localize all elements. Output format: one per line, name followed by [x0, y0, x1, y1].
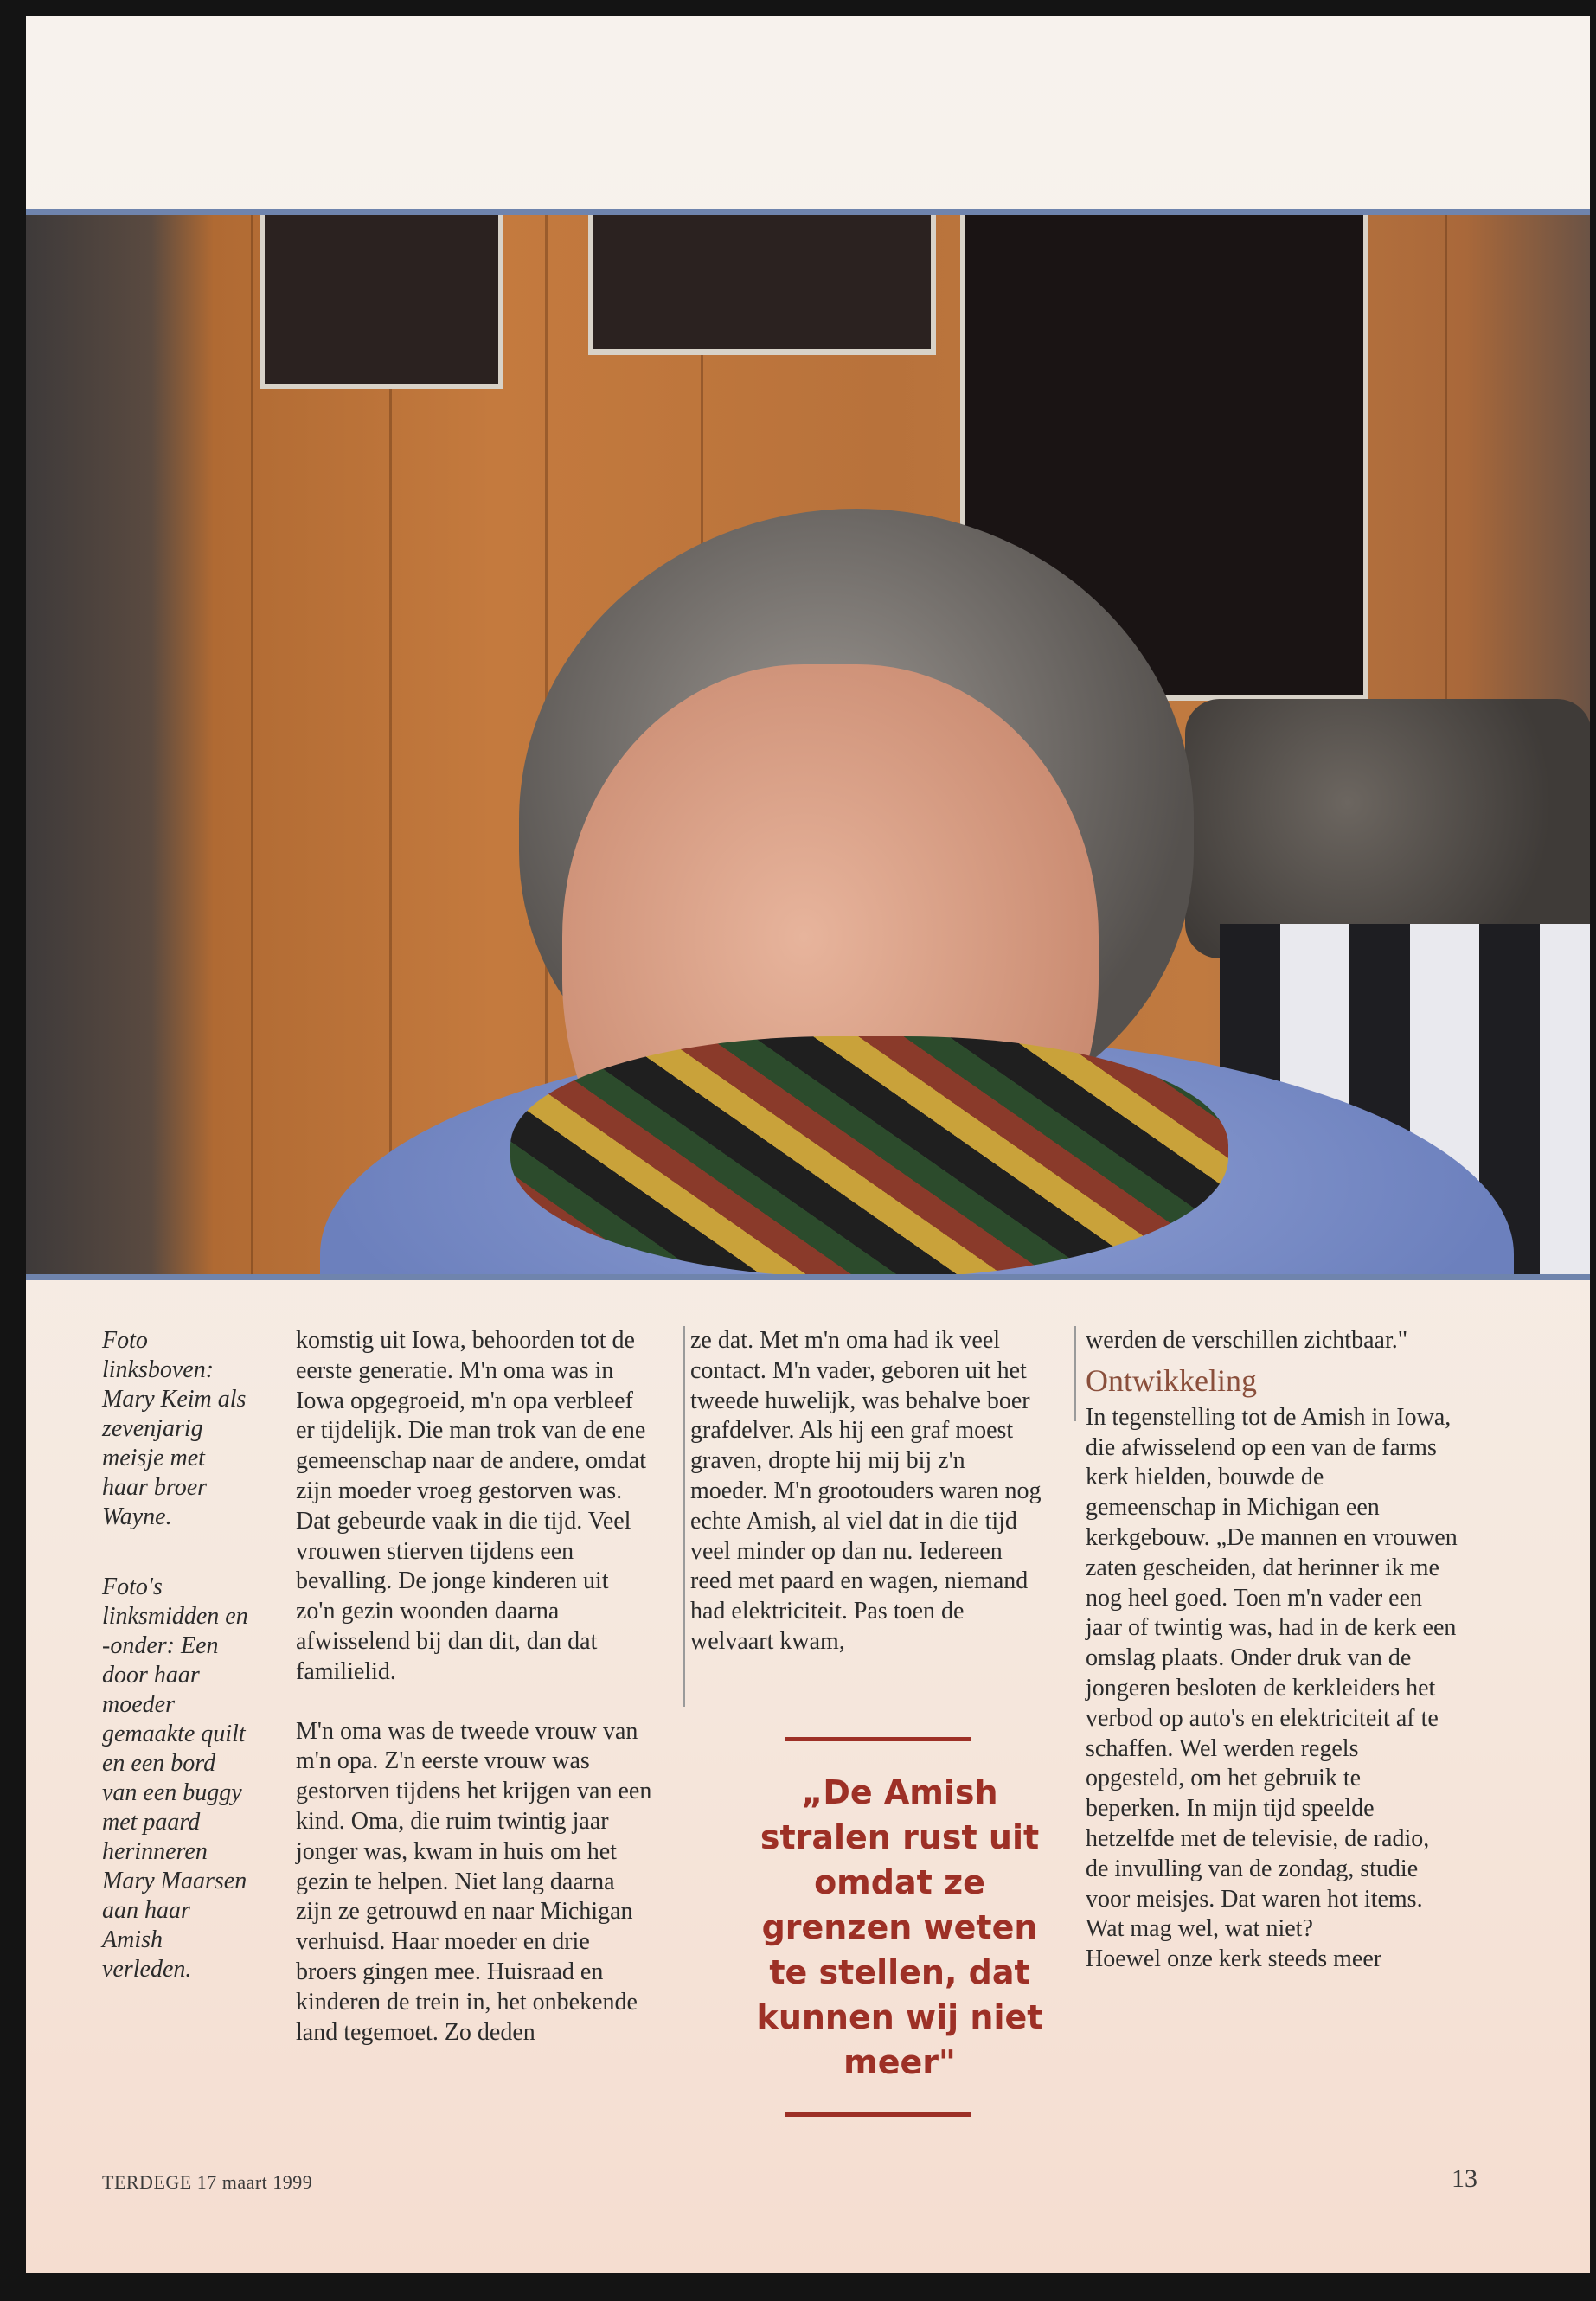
wall-photo-middle: [588, 215, 936, 355]
page-number: 13: [1452, 2164, 1477, 2193]
column-1-paragraph-1: komstig uit Iowa, behoorden tot de eerste generatie. M'n oma was in Iowa opgegroeid, m'n opa verbleef er tijdelijk. Die man trok van de ene gemeenschap naar de andere, omdat zijn moeder vroeg gestorven was. Dat gebeurde vaak in die tijd. Veel vrouwen stierven tijdens een bevalling. De jonge kinderen uit zo'n gezin woonden daarna afwisselend bij dan dit, dan dat familielid.: [296, 1327, 647, 1685]
section-subhead: Ontwikkeling: [1086, 1362, 1257, 1398]
column-1-paragraph-2: M'n oma was de tweede vrouw van m'n opa. Z'n eerste vrouw was gestorven tijdens het krijgen van een kind. Oma, die ruim twintig jaar jonger was, kwam in huis om het gezin te helpen. Niet lang daarna zijn ze getrouwd en naar Michigan verhuisd. Haar moeder en drie broers gingen mee. Huisraad en kinderen de trein in, het onbekende land tegemoet. Zo deden: [296, 1717, 652, 2046]
column-2-paragraph-1: ze dat. Met m'n oma had ik veel contact. M'n vader, geboren uit het tweede huwelijk, was behalve boer grafdelver. Als hij een graf moest graven, dropte hij mij bij z'n moeder. M'n grootouders waren nog echte Amish, al viel dat in die tijd veel minder op dan nu. Iedereen reed met paard en wagen, niemand had elektriciteit. Pas toen de welvaart kwam,: [690, 1327, 1042, 1655]
column-3-paragraph-1: werden de verschillen zichtbaar.": [1086, 1327, 1408, 1354]
pullquote: „De Amish stralen rust uit omdat ze grenzen weten te stellen, dat kunnen wij niet meer": [756, 1773, 1043, 2081]
pullquote-top-bar: [785, 1737, 971, 1741]
wall-photo-left: [260, 215, 503, 389]
column-divider-1: [683, 1326, 685, 1707]
column-2: [690, 1326, 1047, 1657]
column-1: [296, 1326, 652, 2048]
scarf: [510, 1036, 1228, 1274]
column-3-paragraph-2: In tegenstelling tot de Amish in Iowa, die afwisselend op een van de farms kerk hielden, bouwde de gemeenschap in Michigan een kerkgebouw. „De mannen en vrouwen zaten gescheiden, dat herinner ik me nog heel goed. Toen m'n vader een jaar of twintig was, had in de kerk een omslag plaats. Onder druk van de jongeren besloten de kerkleiders het verbod op auto's en elektriciteit af te schaffen. Wel werden regels opgesteld, om het gebruik te beperken. In mijn tijd speelde hetzelfde met de televisie, de radio, de invulling van de zondag, studie voor meisjes. Dat waren hot items. Wat mag wel, wat niet?: [1086, 1403, 1458, 1943]
column-divider-2: [1074, 1326, 1076, 1421]
pullquote-bottom-bar: [785, 2112, 971, 2117]
column-3-paragraph-3: Hoewel onze kerk steeds meer: [1086, 1945, 1382, 1973]
magazine-page: [26, 16, 1590, 2273]
caption-top: Foto linksboven: Mary Keim als zevenjarig meisje met haar broer Wayne.: [102, 1327, 247, 1530]
portrait-photo: [26, 215, 1590, 1274]
cushion: [1185, 699, 1590, 958]
footer-publication: TERDEGE 17 maart 1999: [102, 2171, 313, 2193]
caption-bottom: Foto's linksmidden en -onder: Een door haar moeder gemaakte quilt en een bord van een buggy met paard herinneren Mary Maarsen aan haar Amish verleden.: [102, 1574, 248, 1983]
photo-bottom-border: [26, 1274, 1590, 1280]
column-3: [1086, 1326, 1458, 1975]
